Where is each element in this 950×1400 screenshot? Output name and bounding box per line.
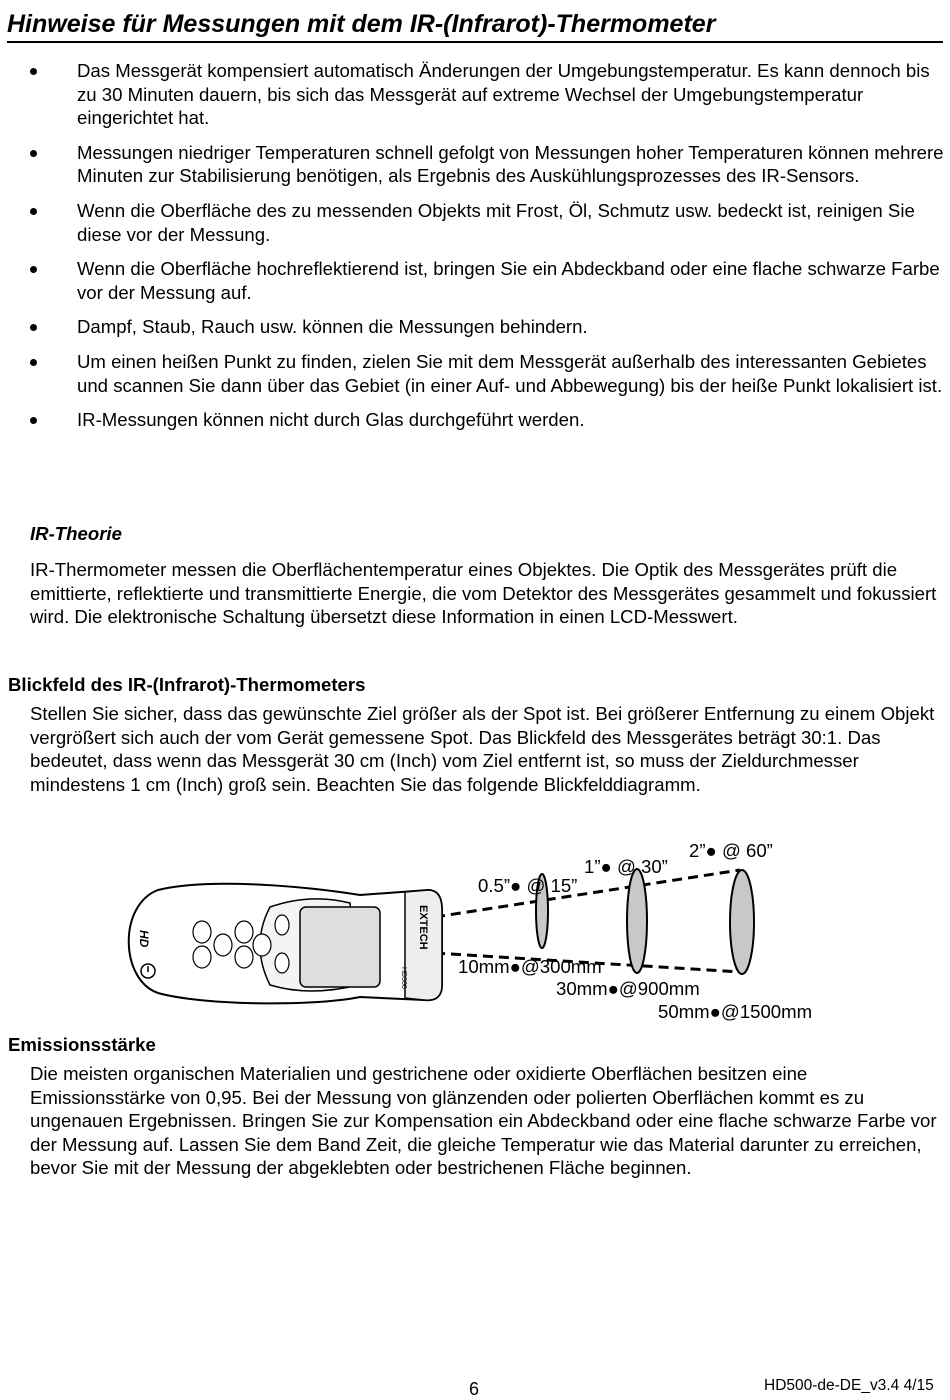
spot-dot-icon: ● xyxy=(607,978,619,999)
spot-dot-icon: ● xyxy=(510,875,522,896)
side-button-bottom xyxy=(275,953,289,973)
bullet-icon xyxy=(30,266,37,273)
bullet-icon xyxy=(30,68,37,75)
device-logo: HD xyxy=(137,930,151,948)
ir-theory-heading: IR-Theorie xyxy=(30,523,122,544)
bullet-icon xyxy=(30,150,37,157)
spot-dot-icon: ● xyxy=(709,1001,721,1022)
bullet-icon xyxy=(30,417,37,424)
unit-button xyxy=(235,921,253,943)
document-id: HD500-de-DE_v3.4 4/15 xyxy=(764,1377,934,1394)
bullet-icon xyxy=(30,208,37,215)
spot-label-50mm: 50mm●@1500mm xyxy=(658,1001,813,1022)
list-item: Wenn die Oberfläche hochreflektierend ist, bringen Sie ein Abdeckband oder eine flache schwarze Farbe vor der Messung auf. xyxy=(30,257,945,304)
spot-dot-icon: ● xyxy=(600,856,612,877)
list-item: Das Messgerät kompensiert automatisch Änderungen der Umgebungstemperatur. Es kann dennoch bis zu 30 Minuten dauern, bis sich das Messgerät auf extreme Wechsel der Umgebungstemperatur eingerichtet hat. xyxy=(30,59,945,130)
spot-dot-icon: ● xyxy=(705,840,717,861)
device-brand-label: EXTECH xyxy=(417,905,429,950)
ir-theory-text: IR-Thermometer messen die Oberflächentemperatur eines Objektes. Die Optik des Messgerätes prüft die emittierte, reflektierte und transmittierte Energie, die vom Detektor des Messgerätes gesammelt und fokussiert wird. Die elektronische Schaltung übersetzt diese Information in einen LCD-Messwert. xyxy=(30,559,937,628)
list-item: Messungen niedriger Temperaturen schnell gefolgt von Messungen hoher Temperaturen können mehrere Minuten zur Stabilisierung benötigen, als Ergebnis des Auskühlungsprozesses des IR-Sensors. xyxy=(30,141,945,188)
spot-label-10mm: 10mm●@300mm xyxy=(458,956,602,977)
measurement-notes-list xyxy=(30,59,945,443)
rel-button xyxy=(253,934,271,956)
maxmin-button xyxy=(193,921,211,943)
spot-label-1-inch: 1”● @ 30” xyxy=(584,856,668,877)
emissivity-text: Die meisten organischen Materialien und gestrichene oder oxidierte Oberflächen besitzen eine Emissionsstärke von 0,95. Bei der Messung von glänzenden oder polierten Oberflächen kommt es zu ungenauen Ergebnissen. Bringen Sie zur Kompensation ein Abdeckband oder eine flache schwarze Farbe vor der Messung auf. Lassen Sie dem Band Zeit, die gleiche Temperatur wie das Material darunter zu erreichen, bevor Sie mit der Messung der abgeklebten oder bestrichenen Fläche beginnen. xyxy=(30,1063,937,1179)
emissivity-heading: Emissionsstärke xyxy=(8,1034,156,1055)
thermometer-illustration xyxy=(110,835,840,1025)
hold-button xyxy=(193,946,211,968)
list-item: Wenn die Oberfläche des zu messenden Objekts mit Frost, Öl, Schmutz usw. bedeckt ist, reinigen Sie diese vor der Messung. xyxy=(30,199,945,246)
lcd-display xyxy=(300,907,380,987)
bullet-icon xyxy=(30,359,37,366)
list-item: IR-Messungen können nicht durch Glas durchgeführt werden. xyxy=(30,408,945,432)
mode-button xyxy=(235,946,253,968)
field-of-view-heading: Blickfeld des IR-(Infrarot)-Thermometers xyxy=(8,674,366,695)
side-button-top xyxy=(275,915,289,935)
page-number: 6 xyxy=(469,1379,480,1399)
field-of-view-text: Stellen Sie sicher, dass das gewünschte Ziel größer als der Spot ist. Bei größerer Entfernung zu einem Objekt vergrößert sich auch der vom Gerät gemessene Spot. Das Blickfeld des Messgerätes beträgt 30:1. Das bedeutet, dass wenn das Messgerät 30 cm (Inch) vom Ziel entfernt ist, so muss der Zieldurchmesser mindestens 1 cm (Inch) groß sein. Beachten Sie das folgende Blickfelddiagramm. xyxy=(30,703,935,795)
spot-60-inch xyxy=(730,870,754,974)
list-item: Um einen heißen Punkt zu finden, zielen Sie mit dem Messgerät außerhalb des interessanten Gebietes und scannen Sie dann über das Gebiet (in einer Auf- und Abbewegung) bis der heiße Punkt lokalisiert ist. xyxy=(30,350,945,397)
laser-button xyxy=(214,934,232,956)
spot-dot-icon: ● xyxy=(509,956,521,977)
spot-30-inch xyxy=(627,869,647,973)
bullet-icon xyxy=(30,324,37,331)
device-model-label: HD500 xyxy=(400,967,407,989)
list-item: Dampf, Staub, Rauch usw. können die Messungen behindern. xyxy=(30,315,945,339)
field-of-view-diagram xyxy=(110,835,840,1030)
spot-label-2-inch: 2”● @ 60” xyxy=(689,840,773,861)
page-title: Hinweise für Messungen mit dem IR-(Infrarot)-Thermometer xyxy=(7,8,943,43)
spot-label-30mm: 30mm●@900mm xyxy=(556,978,700,999)
spot-label-0-5-inch: 0.5”● @ 15” xyxy=(478,875,578,896)
